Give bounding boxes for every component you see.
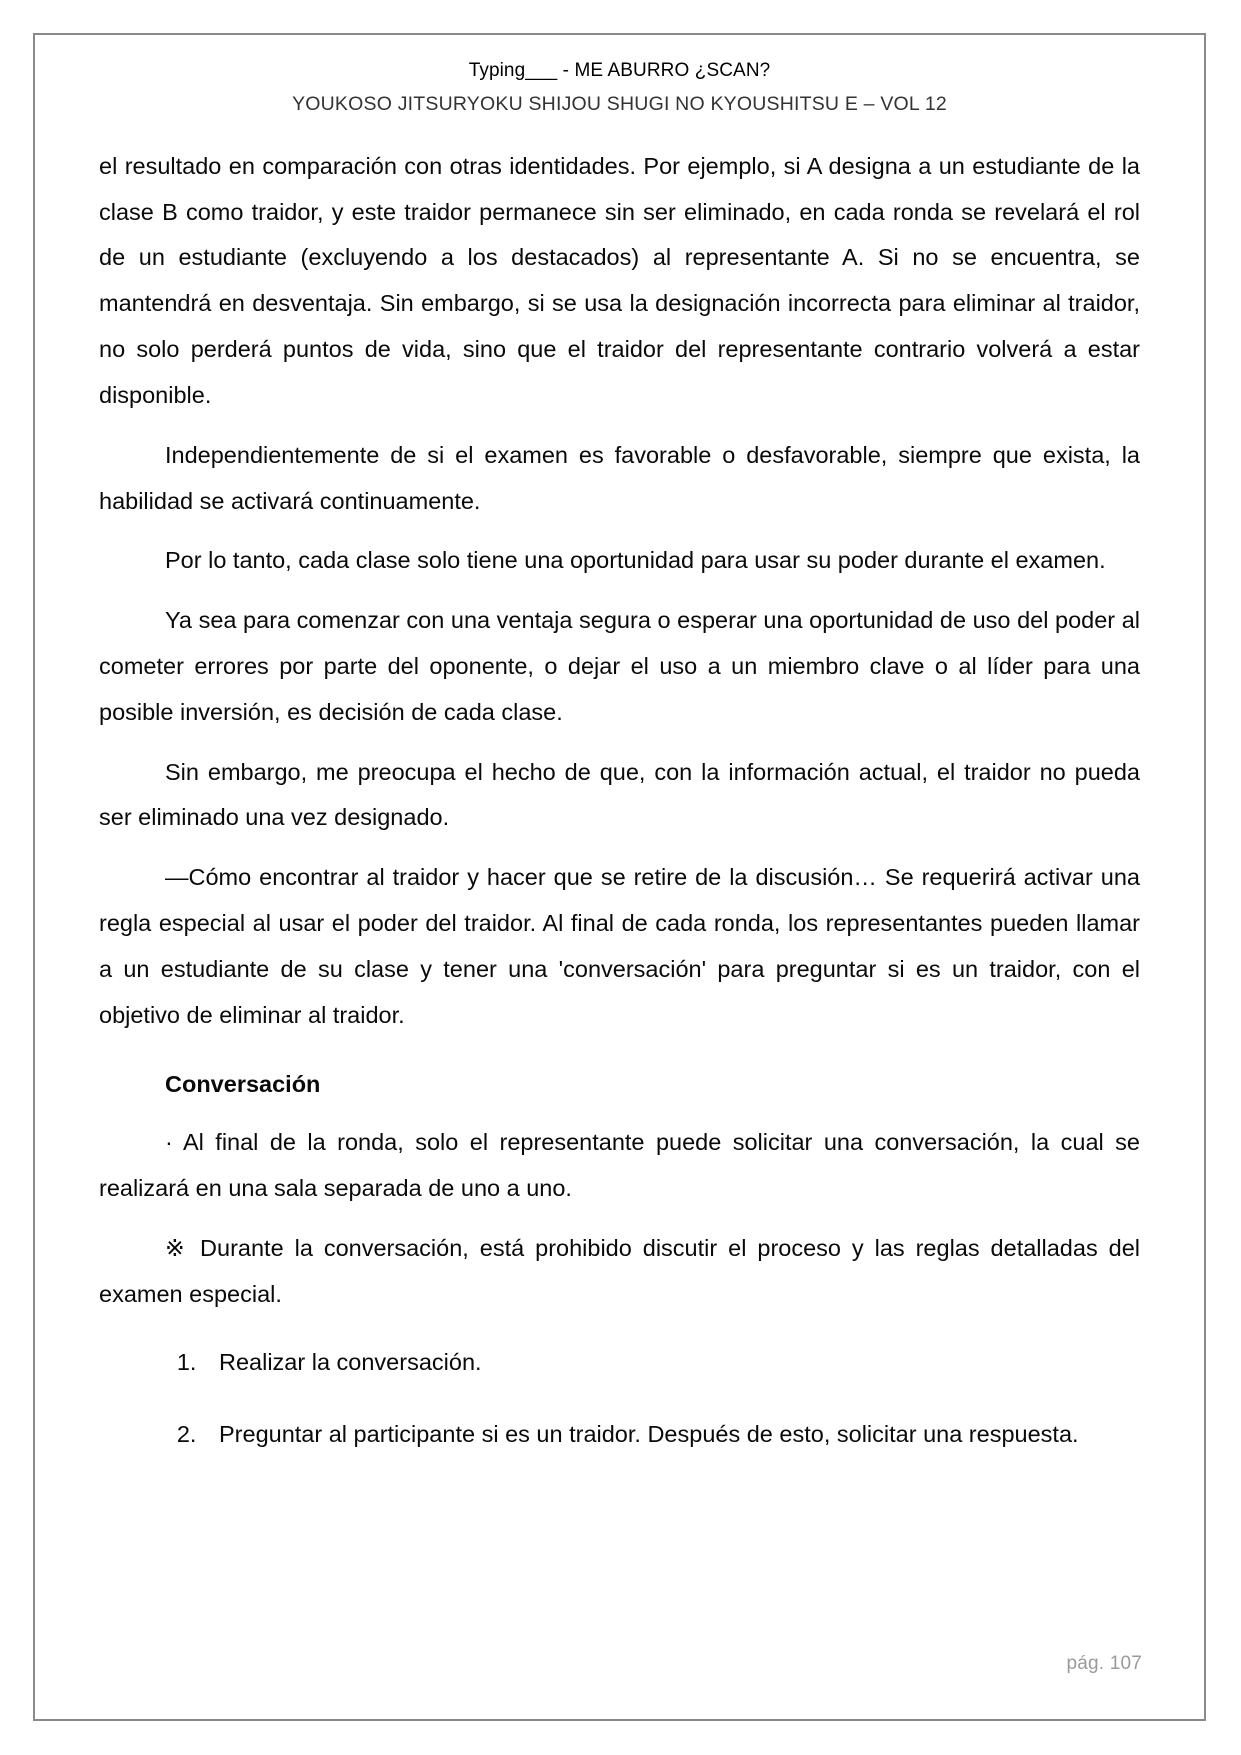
- list-item: 1. Realizar la conversación.: [203, 1340, 1140, 1385]
- body-paragraph-5: Sin embargo, me preocupa el hecho de que, con la información actual, el traidor no pueda ser eliminado una vez designado.: [99, 758, 1140, 831]
- body-paragraph-6: —Cómo encontrar al traidor y hacer que se retire de la discusión… Se requerirá activar una regla especial al usar el poder del traidor. Al final de cada ronda, los representantes pueden llamar a un estudiante de su clase y tener una 'conversación' para preguntar si es un traidor, con el objetivo de eliminar al traidor.: [99, 864, 1140, 1028]
- body-paragraph-3: Por lo tanto, cada clase solo tiene una oportunidad para usar su poder durante el examen.: [165, 547, 1106, 574]
- bullet-paragraph: · Al final de la ronda, solo el representante puede solicitar una conversación, la cual se realizará en una sala separada de uno a uno.: [99, 1129, 1140, 1202]
- list-item: 2. Preguntar al participante si es un traidor. Después de esto, solicitar una respuesta.: [203, 1412, 1140, 1457]
- body-paragraph-2: Independientemente de si el examen es favorable o desfavorable, siempre que exista, la habilidad se activará continuamente.: [99, 441, 1140, 514]
- page-header: [35, 57, 1204, 118]
- header-title-line: Typing___ - ME ABURRO ¿SCAN?: [468, 60, 771, 81]
- body-paragraph-4: Ya sea para comenzar con una ventaja segura o esperar una oportunidad de uso del poder al cometer errores por parte del oponente, o dejar el uso a un miembro clave o al líder para una posible inversión, es decisión de cada clase.: [99, 607, 1140, 725]
- page-content-area: [35, 35, 1204, 1719]
- document-page: [33, 33, 1206, 1721]
- document-body: [99, 144, 1140, 1457]
- numbered-list: [99, 1340, 1140, 1457]
- body-paragraph-1: el resultado en comparación con otras identidades. Por ejemplo, si A designa a un estudiante de la clase B como traidor, y este traidor permanece sin ser eliminado, en cada ronda se revelará el rol de un estudiante (excluyendo a los destacados) al representante A. Si no se encuentra, se mantendrá en desventaja. Sin embargo, si se usa la designación incorrecta para eliminar al traidor, no solo perderá puntos de vida, sino que el traidor del representante contrario volverá a estar disponible.: [99, 152, 1140, 408]
- header-subtitle-line: YOUKOSO JITSURYOKU SHIJOU SHUGI NO KYOUSHITSU E – VOL 12: [292, 92, 947, 115]
- section-heading-conversacion: Conversación: [165, 1071, 321, 1098]
- page-number-footer: pág. 107: [1066, 1653, 1142, 1674]
- note-paragraph: ※ Durante la conversación, está prohibido discutir el proceso y las reglas detalladas del examen especial.: [99, 1234, 1140, 1307]
